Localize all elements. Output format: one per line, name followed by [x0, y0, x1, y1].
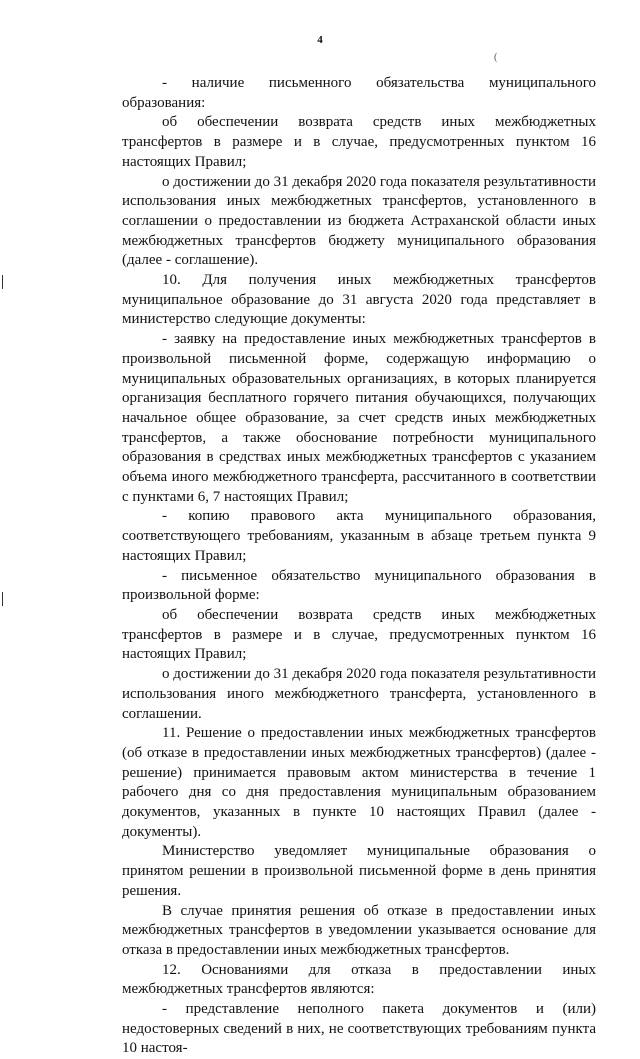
margin-mark	[2, 592, 3, 606]
paragraph: - наличие письменного обязательства муниципального образования:	[122, 75, 596, 111]
paragraph: об обеспечении возврата средств иных межбюджетных трансфертов в размере и в случае, предусмотренных пунктом 16 настоящих Правил;	[122, 114, 596, 170]
paragraph: В случае принятия решения об отказе в предоставлении иных межбюджетных трансфертов в уведомлении указывается основание для отказа в предоставлении иных межбюджетных трансфертов.	[122, 902, 596, 958]
paragraph: Министерство уведомляет муниципальные образования о принятом решении в произвольной письменной форме в день принятия решения.	[122, 843, 596, 899]
paragraph: - заявку на предоставление иных межбюджетных трансфертов в произвольной письменной форме, содержащую информацию о муниципальных образовательных организациях, в которых планируется организация бесплатного горячего питания обучающихся, получающих начальное общее образование, за счет средств иных межбюджетных трансфертов, а также обоснование потребности муниципального образования в средствах иных межбюджетных трансфертов с указанием объема иного межбюджетного трансферта, рассчитанного в соответствии с пунктами 6, 7 настоящих Правил;	[122, 331, 596, 505]
scan-mark: (	[494, 52, 498, 63]
document-body	[122, 74, 596, 1059]
paragraph: о достижении до 31 декабря 2020 года показателя результативности использования иных межбюджетных трансфертов, установленного в соглашении о предоставлении из бюджета Астраханской области иных межбюджетных трансфертов бюджету муниципального образования (далее - соглашение).	[122, 173, 596, 269]
margin-mark	[2, 275, 3, 289]
paragraph: - представление неполного пакета документов и (или) недостоверных сведений в них, не соответствующих требованиям пункта 10 настоя-	[122, 1001, 596, 1057]
paragraph: об обеспечении возврата средств иных межбюджетных трансфертов в размере и в случае, предусмотренных пунктом 16 настоящих Правил;	[122, 606, 596, 663]
page-number: 4	[317, 34, 323, 46]
paragraph: - письменное обязательство муниципального образования в произвольной форме:	[122, 567, 596, 604]
paragraph: 11. Решение о предоставлении иных межбюджетных трансфертов (об отказе в предоставлении иных межбюджетных трансфертов) (далее - решение) принимается правовым актом министерства в течение 1 рабочего дня со дня предоставления муниципальным образованием документов, указанных в пункте 10 настоящих Правил (далее - документы).	[122, 725, 596, 840]
paragraph: о достижении до 31 декабря 2020 года показателя результативности использования иного межбюджетного трансферта, установленного в соглашении.	[122, 666, 596, 722]
paragraph: 10. Для получения иных межбюджетных трансфертов муниципальное образование до 31 августа 2020 года представляет в министерство следующие документы:	[122, 272, 596, 328]
paragraph: - копию правового акта муниципального образования, соответствующего требованиям, указанным в абзаце третьем пункта 9 настоящих Правил;	[122, 508, 596, 564]
paragraph: 12. Основаниями для отказа в предоставлении иных межбюджетных трансфертов являются:	[122, 961, 596, 998]
